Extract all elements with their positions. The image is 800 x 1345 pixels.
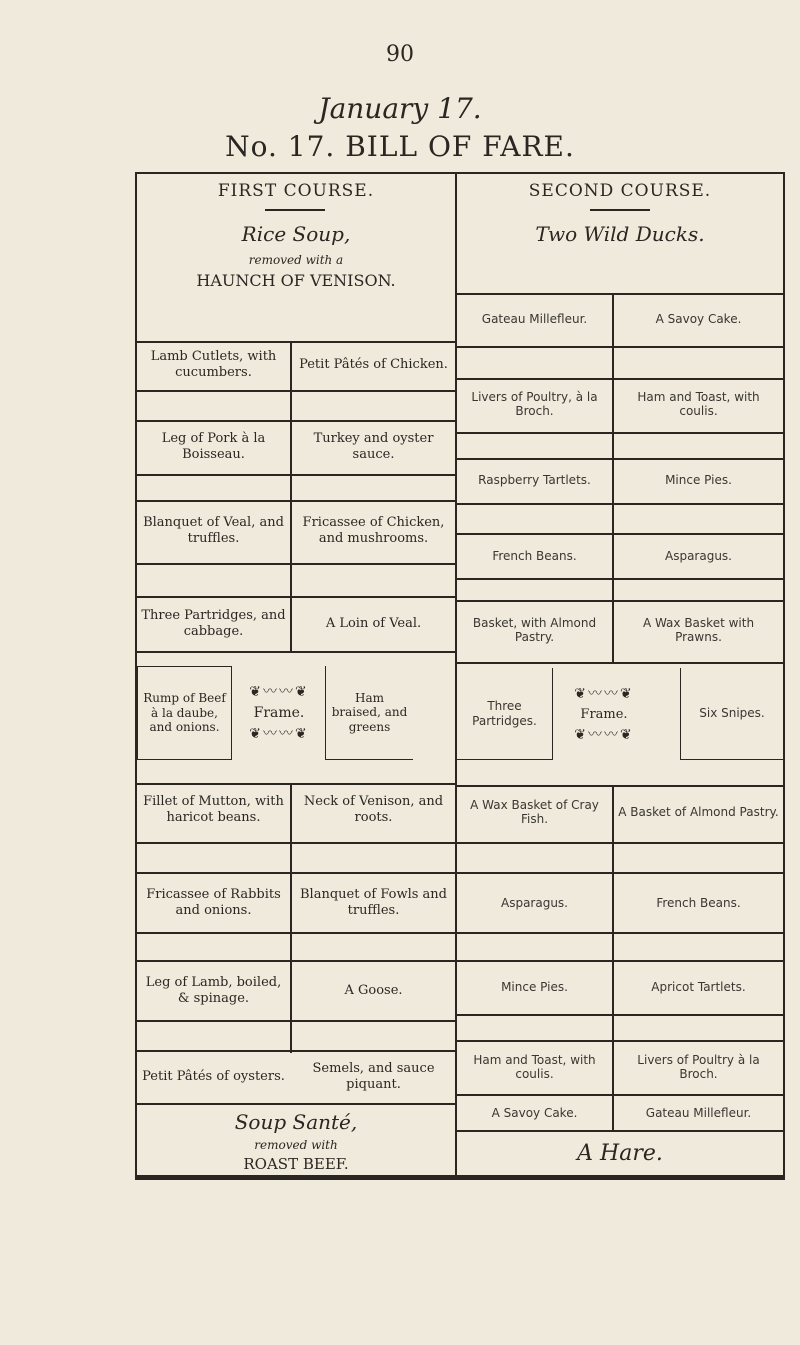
dish-cell: Fricassee of Chicken, and mushrooms. (302, 515, 445, 546)
dish-cell: Gateau Millefleur. (645, 1105, 752, 1120)
dish-cell: A Loin of Veal. (325, 616, 422, 632)
frame-label: Frame. (580, 706, 628, 722)
dish-cell: Leg of Lamb, boiled, & spinage. (145, 975, 282, 1006)
ornament-rule (590, 209, 650, 211)
removed-with-label: removed with (254, 1137, 338, 1152)
frame-ornament (236, 668, 322, 758)
dish-cell: Livers of Poultry à la Broch. (637, 1052, 760, 1081)
dish-cell: A Basket of Almond Pastry. (618, 804, 779, 819)
dish-cell: Raspberry Tartlets. (478, 472, 591, 487)
dish-cell: French Beans. (492, 548, 577, 563)
bill-title: No. 17. BILL OF FARE. (225, 130, 575, 163)
dish-cell: Lamb Cutlets, with cucumbers. (150, 349, 277, 380)
ornament-icon: ❦〰〰❦ (574, 685, 634, 702)
dish-cell: Ham braised, and greens (325, 666, 413, 760)
dish-cell: Basket, with Almond Pastry. (472, 615, 597, 644)
dish-cell: Rump of Beef à la daube, and onions. (137, 666, 232, 760)
table-bottom-rule (135, 1177, 785, 1180)
dish-cell: Ham and Toast, with coulis. (637, 389, 760, 418)
dish-cell: A Wax Basket with Prawns. (642, 615, 755, 644)
ornament-rule (265, 209, 325, 211)
first-soup: Rice Soup, (241, 222, 351, 246)
dish-cell: Semels, and sauce piquant. (312, 1061, 435, 1092)
dish-cell: A Goose. (344, 983, 403, 999)
dish-cell: Mince Pies. (665, 472, 732, 487)
dish-cell: Six Snipes. (680, 668, 783, 760)
dish-cell: Apricot Tartlets. (651, 979, 746, 994)
second-remove: ROAST BEEF. (243, 1155, 349, 1173)
dish-cell: Gateau Millefleur. (481, 311, 588, 326)
dish-cell: Blanquet of Veal, and truffles. (143, 515, 284, 546)
dish-cell: Petit Pâtés of oysters. (142, 1069, 285, 1085)
frame-label: Frame. (253, 705, 305, 721)
dish-cell: Mince Pies. (501, 979, 568, 994)
dish-cell: Turkey and oyster sauce. (313, 431, 434, 462)
dish-cell: Ham and Toast, with coulis. (473, 1052, 596, 1081)
ornament-icon: ❦〰〰❦ (249, 726, 309, 742)
dish-cell: Livers of Poultry, à la Broch. (471, 389, 598, 418)
first-remove: HAUNCH OF VENISON. (196, 271, 396, 291)
second-soup: Soup Santé, (234, 1110, 358, 1134)
dish-cell: French Beans. (656, 895, 741, 910)
second-course-top: Two Wild Ducks. (535, 222, 705, 246)
second-course-heading: SECOND COURSE. (528, 180, 712, 201)
menu-date: January 17. (318, 92, 482, 125)
dish-cell: A Wax Basket of Cray Fish. (470, 797, 599, 826)
frame-ornament (556, 670, 652, 758)
dish-cell: Neck of Venison, and roots. (303, 794, 444, 825)
first-course-heading: FIRST COURSE. (217, 180, 375, 201)
dish-cell: Asparagus. (500, 895, 568, 910)
dish-cell: Asparagus. (664, 548, 732, 563)
dish-cell: Leg of Pork à la Boisseau. (161, 431, 266, 462)
dish-cell: A Savoy Cake. (655, 311, 742, 326)
dish-cell: Fillet of Mutton, with haricot beans. (143, 794, 284, 825)
page-number: 90 (386, 42, 414, 67)
ornament-icon: ❦〰〰❦ (249, 684, 309, 700)
second-course-bottom: A Hare. (577, 1140, 663, 1166)
dish-cell: Fricassee of Rabbits and onions. (146, 887, 281, 918)
dish-cell: Three Partridges, and cabbage. (141, 608, 286, 639)
dish-cell: Three Partridges. (457, 668, 553, 760)
dish-cell: Petit Pâtés of Chicken. (299, 357, 448, 373)
ornament-icon: ❦〰〰❦ (574, 726, 634, 743)
removed-with-label: removed with a (248, 252, 344, 267)
dish-cell: A Savoy Cake. (491, 1105, 578, 1120)
dish-cell: Blanquet of Fowls and truffles. (299, 887, 448, 918)
